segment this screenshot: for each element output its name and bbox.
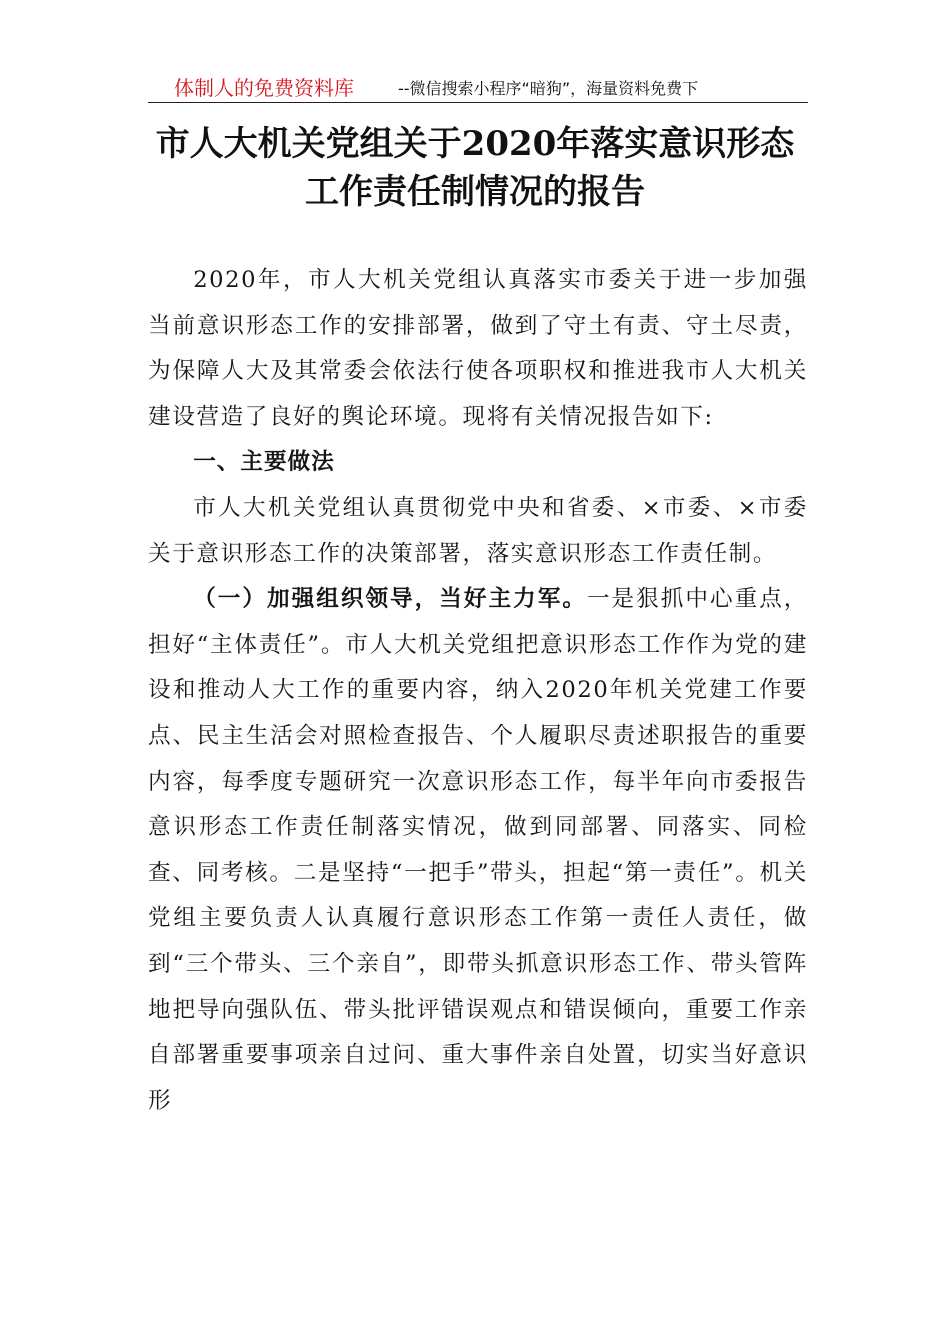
section-intro-paragraph: 市人大机关党组认真贯彻党中央和省委、×市委、×市委关于意识形态工作的决策部署，落实意识形态工作责任制。 <box>148 494 808 567</box>
title-line-2: 工作责任制情况的报告 <box>305 172 645 212</box>
document-title <box>120 120 830 216</box>
intro-paragraph: 2020年，市人大机关党组认真落实市委关于进一步加强当前意识形态工作的安排部署，做到了守土有责、守土尽责，为保障人大及其常委会依法行使各项职权和推进我市人大机关建设营造了良好的舆论环境。现将有关情况报告如下: <box>148 267 808 430</box>
subsection-body: 一是狠抓中心重点，担好“主体责任”。市人大机关党组把意识形态工作作为党的建设和推动人大工作的重要内容，纳入2020年机关党建工作要点、民主生活会对照检查报告、个人履职尽责述职报告的重要内容，每季度专题研究一次意识形态工作，每半年向市委报告意识形态工作责任制落实情况，做到同部署、同落实、同检查、同考核。二是坚持“一把手”带头，担起“第一责任”。机关党组主要负责人认真履行意识形态工作第一责任人责任，做到“三个带头、三个亲自”，即带头抓意识形态工作、带头管阵地把导向强队伍、带头批评错误观点和错误倾向，重要工作亲自部署重要事项亲自过问、重大事件亲自处置，切实当好意识形 <box>148 586 808 1114</box>
header-divider <box>148 102 808 103</box>
section-heading: 一、主要做法 <box>193 449 335 476</box>
subsection-paragraph <box>148 577 808 1124</box>
document-body <box>148 258 808 1124</box>
header-brand: 体制人的免费资料库 <box>174 76 354 100</box>
title-line-1: 市人大机关党组关于2020年落实意识形态 <box>155 124 795 164</box>
subsection-heading: （一）加强组织领导，当好主力军。 <box>193 586 587 613</box>
header-tagline: --微信搜索小程序“暗狗”，海量资料免费下 <box>398 79 699 98</box>
page-header <box>148 70 808 98</box>
